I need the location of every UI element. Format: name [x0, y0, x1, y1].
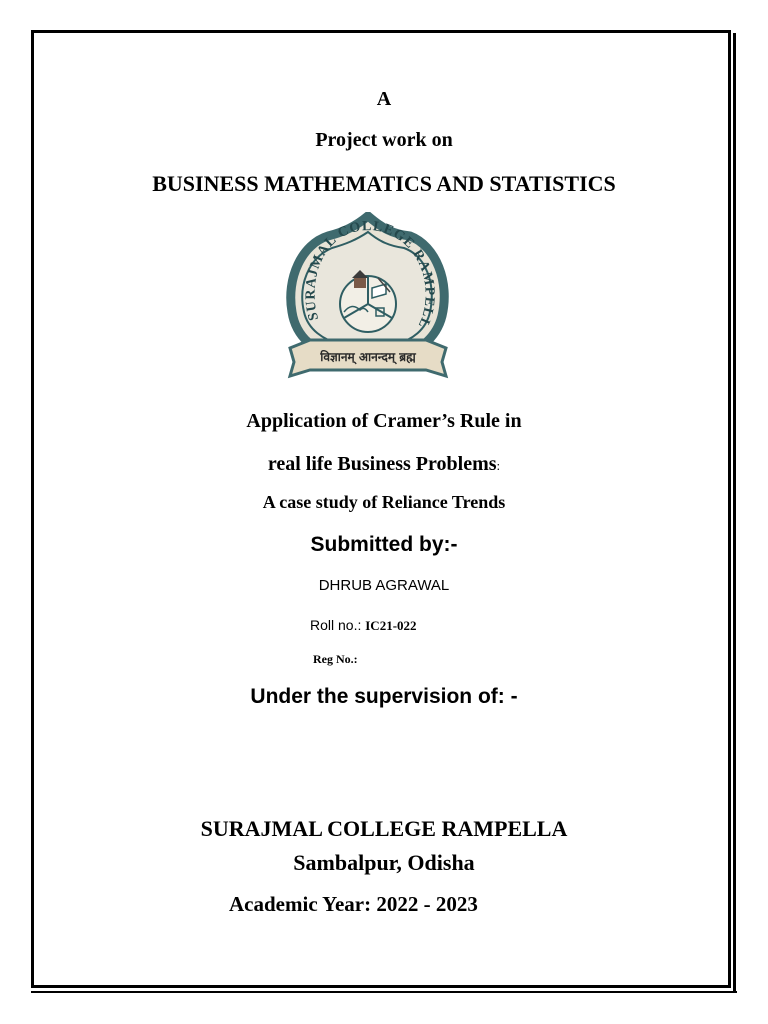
roll-number	[310, 617, 417, 635]
college-name: SURAJMAL COLLEGE RAMPELLA	[200, 816, 568, 841]
page-border-bottom-shadow	[31, 991, 737, 993]
roll-value: IC21-022	[365, 618, 417, 633]
academic-year: Academic Year: 2022 - 2023	[229, 892, 478, 916]
reg-number: Reg No.:	[313, 652, 358, 666]
student-name: DHRUB AGRAWAL	[318, 577, 450, 594]
topic-line-1: Application of Cramer’s Rule in	[246, 410, 522, 432]
college-location: Sambalpur, Odisha	[293, 850, 475, 875]
college-emblem-icon	[286, 212, 450, 384]
project-line: Project work on	[315, 129, 453, 151]
submitted-by-heading: Submitted by:-	[310, 533, 458, 556]
roll-label: Roll no.:	[310, 617, 366, 633]
emblem-arc-text: SURAJMAL COLLEGE RAMPELL	[303, 219, 437, 331]
subject-title: BUSINESS MATHEMATICS AND STATISTICS	[152, 171, 616, 196]
topic-line-3: A case study of Reliance Trends	[262, 492, 506, 512]
supervision-heading: Under the supervision of: -	[250, 685, 518, 708]
topic-line-2-colon: :	[496, 458, 501, 473]
emblem-banner-text: विज्ञानम् आनन्दम् ब्रह्म	[320, 350, 416, 364]
title-article: A	[376, 88, 392, 110]
topic-line-2-text: real life Business Problems	[267, 453, 497, 475]
topic-line-2	[0, 453, 768, 476]
